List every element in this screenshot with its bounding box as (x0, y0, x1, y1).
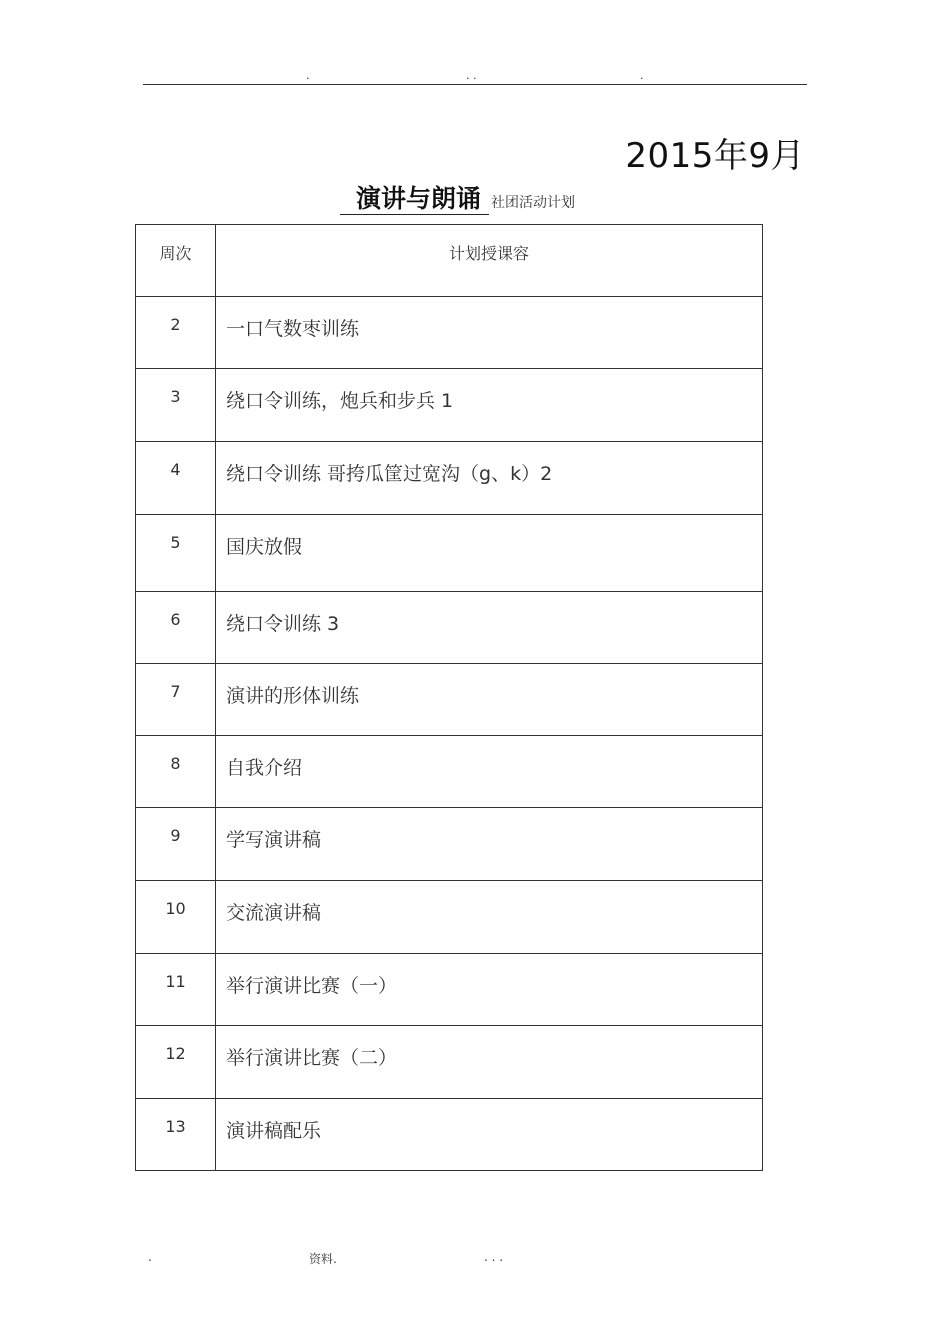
document-title (340, 184, 575, 215)
content-cell: 自我介绍 (216, 736, 763, 808)
week-cell: 3 (136, 369, 216, 442)
content-cell: 演讲的形体训练 (216, 664, 763, 736)
content-cell: 一口气数枣训练 (216, 297, 763, 369)
table-row (136, 881, 763, 954)
week-cell: 9 (136, 808, 216, 881)
table-row (136, 736, 763, 808)
content-cell: 举行演讲比赛（二） (216, 1026, 763, 1099)
week-cell: 8 (136, 736, 216, 808)
content-cell: 交流演讲稿 (216, 881, 763, 954)
week-cell: 2 (136, 297, 216, 369)
header-dot-right: . (640, 69, 644, 82)
header-week: 周次 (136, 225, 216, 297)
week-cell: 5 (136, 515, 216, 592)
header-dot-center: . . (466, 69, 477, 82)
week-cell: 12 (136, 1026, 216, 1099)
footer-right: . . . (484, 1250, 504, 1264)
content-cell: 绕口令训练 哥挎瓜筐过宽沟（g、k）2 (216, 442, 763, 515)
content-cell: 举行演讲比赛（一） (216, 954, 763, 1026)
header-content: 计划授课容 (216, 225, 763, 297)
content-cell: 学写演讲稿 (216, 808, 763, 881)
week-cell: 4 (136, 442, 216, 515)
header-dot-left: . (306, 69, 310, 82)
table-row (136, 1026, 763, 1099)
document-date: 2015年9月 (625, 136, 805, 176)
table-row (136, 1099, 763, 1171)
title-main: 演讲与朗诵 (340, 184, 489, 215)
week-cell: 10 (136, 881, 216, 954)
content-cell: 演讲稿配乐 (216, 1099, 763, 1171)
week-cell: 11 (136, 954, 216, 1026)
week-cell: 7 (136, 664, 216, 736)
table-row (136, 297, 763, 369)
week-cell: 13 (136, 1099, 216, 1171)
title-sub: 社团活动计划 (491, 195, 576, 211)
content-cell: 国庆放假 (216, 515, 763, 592)
content-cell: 绕口令训练，炮兵和步兵 1 (216, 369, 763, 442)
table-row (136, 954, 763, 1026)
table-row (136, 369, 763, 442)
plan-table (135, 224, 763, 1171)
table-row (136, 592, 763, 664)
week-cell: 6 (136, 592, 216, 664)
footer-left: . (148, 1250, 152, 1264)
table-row (136, 808, 763, 881)
table-row (136, 664, 763, 736)
footer-center: 资料. (309, 1252, 337, 1266)
content-cell: 绕口令训练 3 (216, 592, 763, 664)
table-row (136, 442, 763, 515)
header-rule (143, 84, 807, 85)
table-row (136, 515, 763, 592)
table-header-row (136, 225, 763, 297)
